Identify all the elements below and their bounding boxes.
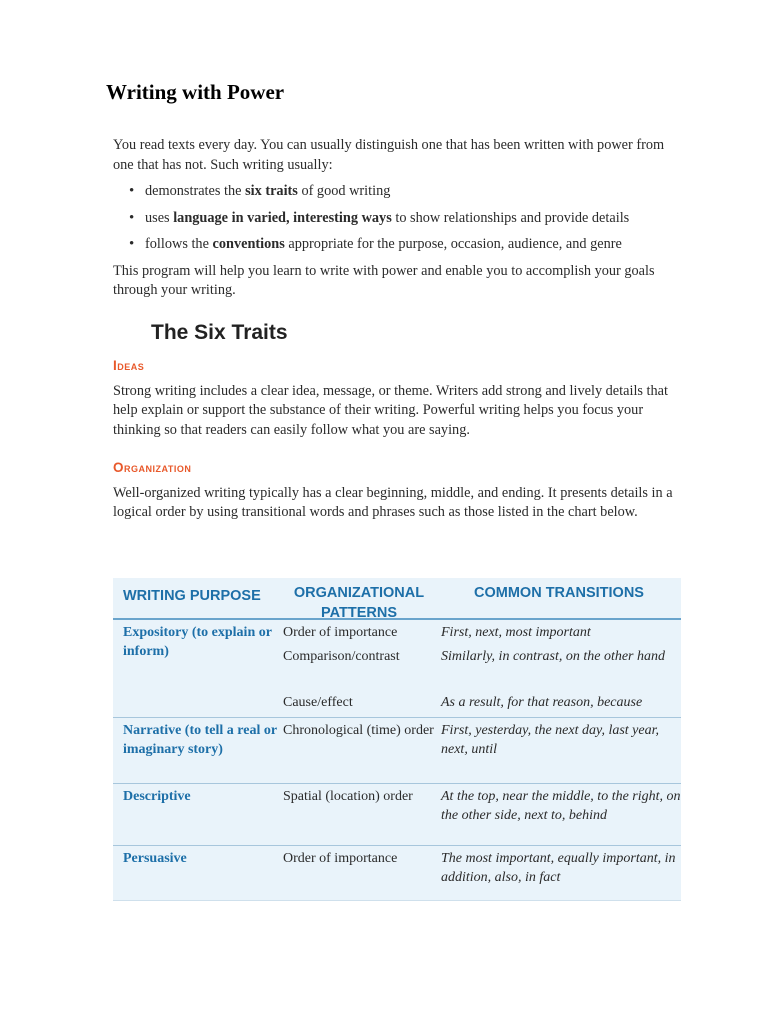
chart-row-expository xyxy=(113,620,681,718)
transitions-cell: First, next, most important xyxy=(441,625,591,640)
pattern-pair xyxy=(279,718,681,783)
bullet-text: of good writing xyxy=(297,183,391,199)
transitions-cell: Similarly, in contrast, on the other hand xyxy=(441,649,665,664)
page-title: Writing with Power xyxy=(106,80,285,104)
transitions-cell: First, yesterday, the next day, last year, next, until xyxy=(441,723,659,757)
pairs-cell xyxy=(279,620,681,717)
bullet-text: appropriate for the purpose, occasion, audience, and genre xyxy=(284,236,622,252)
pattern-pair xyxy=(279,846,681,898)
bullet-bold-text: six traits xyxy=(245,183,298,199)
pattern-cell: Spatial (location) order xyxy=(283,789,413,804)
organization-body: Well-organized writing typically has a clear beginning, middle, and ending. It presents details in a logical order by using transitional words and phrases such as those listed in the chart below. xyxy=(113,484,673,520)
bullet-bold-text: language in varied, interesting ways xyxy=(173,209,392,226)
intro-paragraph: You read texts every day. You can usually distinguish one that has been written with power from one that has not. Such writing usually: xyxy=(113,137,665,173)
bullet-text: demonstrates the xyxy=(145,183,246,199)
transitions-chart xyxy=(113,578,681,901)
purpose-cell: Narrative (to tell a real or imaginary story) xyxy=(123,723,277,757)
pattern-cell: Order of importance xyxy=(283,851,398,866)
purpose-cell: Persuasive xyxy=(123,851,187,866)
header-writing-purpose: WRITING PURPOSE xyxy=(123,588,261,604)
pattern-cell: Cause/effect xyxy=(283,695,353,710)
transitions-cell: The most important, equally important, in addition, also, in fact xyxy=(441,851,676,885)
intro-closing: This program will help you learn to write with power and enable you to accomplish your goals through your writing. xyxy=(113,262,655,298)
pattern-pair xyxy=(279,620,681,644)
six-traits-heading: The Six Traits xyxy=(151,320,288,344)
bullet-item xyxy=(127,209,683,229)
header-organizational-patterns: ORGANIZATIONAL PATTERNS xyxy=(293,585,425,621)
bullet-text: to show relationships and provide details xyxy=(391,209,630,226)
textbook-excerpt xyxy=(113,136,683,523)
ideas-heading: Ideas xyxy=(113,358,145,373)
intro-section xyxy=(113,136,683,301)
bullet-text: uses xyxy=(145,209,174,226)
purpose-cell: Descriptive xyxy=(123,789,191,804)
chart-header-row xyxy=(113,578,681,620)
pattern-cell: Order of importance xyxy=(283,625,398,640)
transitions-cell: At the top, near the middle, to the right, on the other side, next to, behind xyxy=(441,789,681,823)
pattern-pair xyxy=(279,644,681,690)
purpose-cell: Expository (to explain or inform) xyxy=(123,625,272,659)
organization-heading: Organization xyxy=(113,460,192,475)
transitions-cell: As a result, for that reason, because xyxy=(441,695,643,710)
header-common-transitions: COMMON TRANSITIONS xyxy=(474,585,644,601)
pattern-pair xyxy=(279,690,681,716)
chart-row-persuasive xyxy=(113,846,681,898)
ideas-body: Strong writing includes a clear idea, message, or theme. Writers add strong and lively details that help explain or support the substance of their writing. Powerful writing helps you focus your thinking so that readers can easily follow what you are saying. xyxy=(113,382,668,438)
bullet-item xyxy=(127,182,683,202)
chart-row-narrative xyxy=(113,718,681,784)
bullet-item xyxy=(127,235,683,255)
pattern-cell: Chronological (time) order xyxy=(283,723,434,738)
chart-row-descriptive xyxy=(113,784,681,846)
traits-bullet-list xyxy=(127,182,683,255)
pattern-cell: Comparison/contrast xyxy=(283,649,400,664)
bullet-text: follows the xyxy=(145,236,213,252)
bullet-bold-text: conventions xyxy=(212,236,285,252)
pattern-pair xyxy=(279,784,681,845)
